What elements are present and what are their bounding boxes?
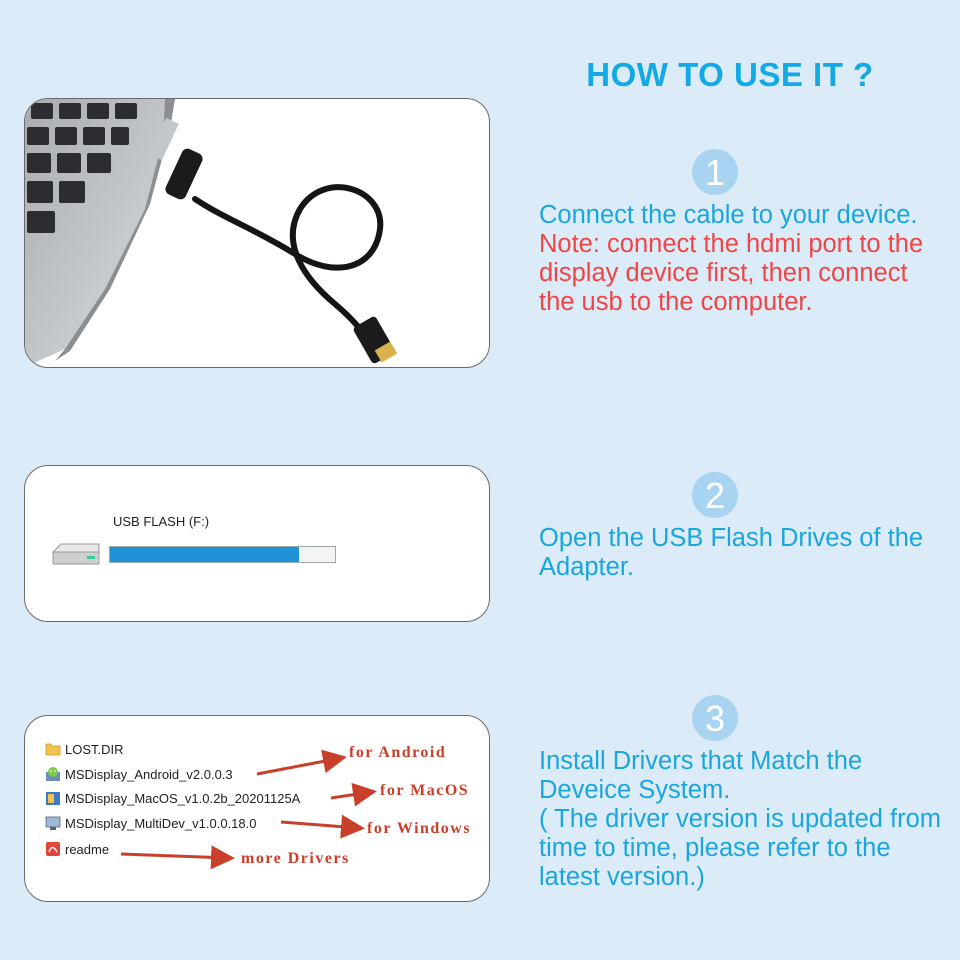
step3-text	[539, 747, 949, 892]
step2-text	[539, 524, 949, 582]
step1-instruction: Connect the cable to your device.	[539, 201, 918, 229]
file-name: LOST.DIR	[65, 741, 124, 757]
drive-usage-bar	[109, 546, 336, 563]
step3-note: ( The driver version is updated from time to time, please refer to the latest version.)	[539, 805, 942, 891]
windows-label: for Windows	[367, 820, 472, 837]
step1-number: 1	[692, 149, 738, 195]
macos-label: for MacOS	[380, 782, 470, 799]
drive-usage-fill	[110, 547, 299, 562]
file-name: readme	[65, 841, 110, 857]
step2-instruction: Open the USB Flash Drives of the Adapter.	[539, 524, 924, 581]
usb-drive-label: USB FLASH (F:)	[113, 514, 210, 529]
file-name: MSDisplay_MacOS_v1.0.2b_20201125A	[65, 790, 301, 806]
step3-number: 3	[692, 695, 738, 741]
android-label: for Android	[349, 744, 447, 761]
android-arrow	[257, 758, 341, 774]
laptop-cable-illustration	[25, 99, 489, 367]
file-name: MSDisplay_MultiDev_v1.0.0.18.0	[65, 815, 257, 831]
step1-note: Note: connect the hdmi port to the display device first, then connect the usb to the computer.	[539, 230, 924, 316]
file-name: MSDisplay_Android_v2.0.0.3	[65, 766, 233, 782]
step2-image-card	[24, 465, 490, 622]
step2-number: 2	[692, 472, 738, 518]
page-title: HOW TO USE IT ?	[586, 56, 874, 93]
drive-icon	[51, 542, 101, 566]
macos-arrow	[331, 792, 371, 798]
step1-image-card	[24, 98, 490, 368]
step3-instruction: Install Drivers that Match the Deveice System.	[539, 747, 863, 804]
windows-arrow	[281, 822, 359, 828]
step3-image-card	[24, 715, 490, 902]
more-drivers-label: more Drivers	[241, 850, 350, 867]
more-drivers-arrow	[121, 854, 229, 858]
step1-text	[539, 201, 949, 317]
